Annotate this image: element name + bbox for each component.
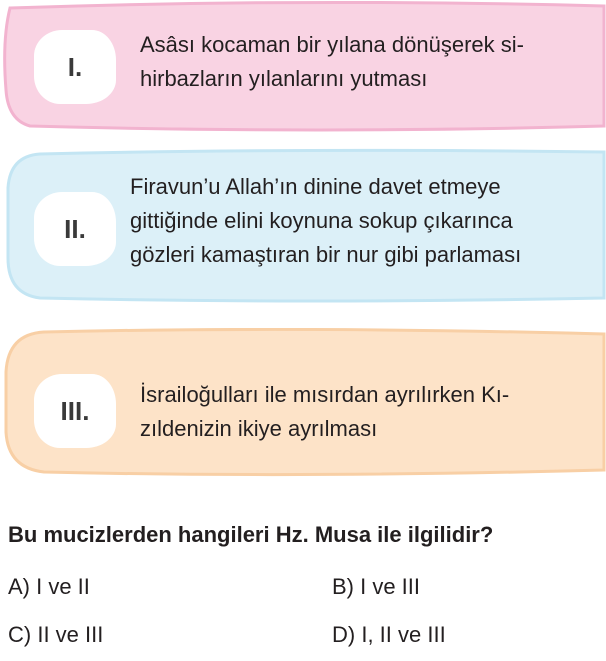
option-d[interactable]: D) I, II ve III — [332, 622, 446, 647]
numeral-badge-2 — [34, 192, 116, 266]
numeral-3: III. — [60, 395, 90, 426]
statement-2-line-3: gözleri kamaştıran bir nur gibi parlaması — [130, 242, 522, 267]
statement-2-line-1: Firavun’u Allah’ın dinine davet etmeye — [130, 174, 501, 199]
statement-text-1 — [140, 28, 586, 96]
option-a[interactable]: A) I ve II — [8, 574, 90, 599]
statement-text-2 — [130, 170, 586, 272]
statement-card-2 — [0, 148, 606, 304]
statement-text-3 — [140, 378, 586, 446]
statement-card-3 — [0, 328, 606, 478]
statement-2-line-2: gittiğinde elini koynuna sokup çıkarınca — [130, 208, 513, 233]
numeral-badge-3 — [34, 374, 116, 448]
statement-1-line-1: Asâsı kocaman bir yılana dönüşerek si- — [140, 32, 524, 57]
numeral-1: I. — [67, 51, 83, 82]
statement-1-line-2: hirbazların yılanlarını yutması — [140, 66, 428, 91]
option-b[interactable]: B) I ve III — [332, 574, 421, 599]
statement-card-1 — [0, 0, 606, 134]
numeral-2: II. — [64, 213, 86, 244]
option-c[interactable]: C) II ve III — [8, 622, 104, 647]
statement-3-line-1: İsrailoğulları ile mısırdan ayrılırken Kı- — [140, 382, 510, 407]
numeral-badge-1 — [34, 30, 116, 104]
statement-3-line-2: zıldenizin ikiye ayrılması — [140, 416, 378, 441]
question-text: Bu mucizlerden hangileri Hz. Musa ile ilgilidir? — [8, 522, 494, 547]
